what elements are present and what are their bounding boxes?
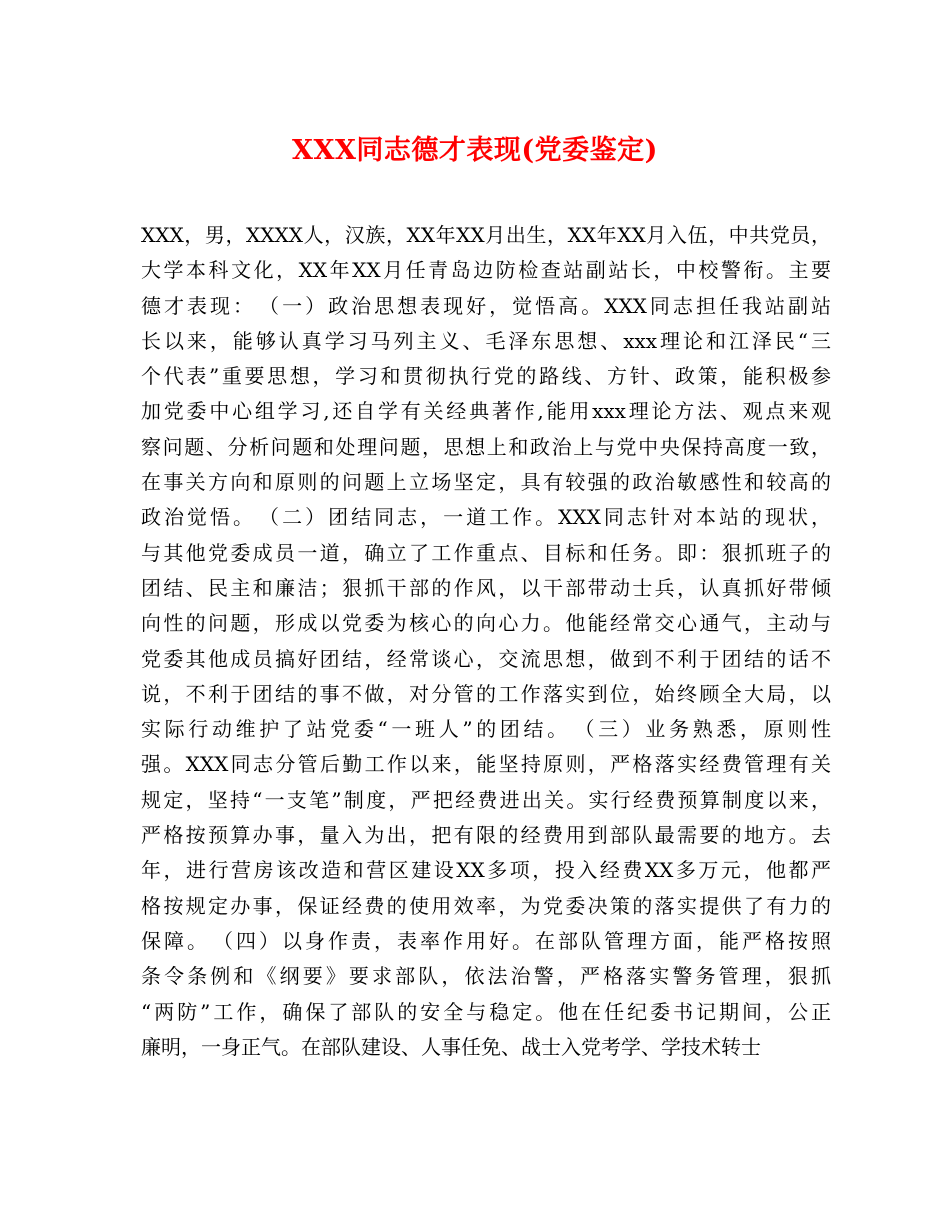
body-line: 个代表”重要思想，学习和贯彻执行党的路线、方针、政策，能积极参 bbox=[141, 364, 831, 389]
body-line: 强。XXX同志分管后勤工作以来，能坚持原则，严格落实经费管理有关 bbox=[141, 752, 831, 777]
body-line: “两防”工作，确保了部队的安全与稳定。他在任纪委书记期间，公正 bbox=[141, 999, 831, 1024]
body-line: 向性的问题，形成以党委为核心的向心力。他能经常交心通气，主动与 bbox=[141, 611, 831, 636]
body-line: 条令条例和《纲要》要求部队，依法治警，严格落实警务管理，狠抓 bbox=[141, 964, 831, 989]
body-line: 说，不利于团结的事不做，对分管的工作落实到位，始终顾全大局，以 bbox=[141, 681, 831, 706]
body-line: 大学本科文化，XX年XX月任青岛边防检查站副站长，中校警衔。主要 bbox=[141, 258, 831, 283]
body-line: 格按规定办事，保证经费的使用效率，为党委决策的落实提供了有力的 bbox=[141, 893, 831, 918]
body-line: 年，进行营房该改造和营区建设XX多项，投入经费XX多万元，他都严 bbox=[141, 858, 831, 883]
body-line: 廉明，一身正气。在部队建设、人事任免、战士入党考学、学技术转士 bbox=[141, 1034, 761, 1059]
body-line: 政治觉悟。 （二）团结同志，一道工作。XXX同志针对本站的现状， bbox=[141, 505, 831, 530]
body-line: 团结、民主和廉洁；狠抓干部的作风，以干部带动士兵，认真抓好带倾 bbox=[141, 575, 831, 600]
body-line: 德才表现： （一）政治思想表现好，觉悟高。XXX同志担任我站副站 bbox=[141, 293, 831, 318]
body-line: 严格按预算办事，量入为出，把有限的经费用到部队最需要的地方。去 bbox=[141, 823, 831, 848]
body-line: 察问题、分析问题和处理问题，思想上和政治上与党中央保持高度一致， bbox=[141, 434, 831, 459]
body-line: 实际行动维护了站党委“一班人”的团结。 （三）业务熟悉，原则性 bbox=[141, 717, 831, 742]
document-title: XXX同志德才表现(党委鉴定) bbox=[292, 135, 658, 166]
body-line: 党委其他成员搞好团结，经常谈心，交流思想，做到不利于团结的话不 bbox=[141, 646, 831, 671]
body-line: 长以来，能够认真学习马列主义、毛泽东思想、xxx理论和江泽民“三 bbox=[141, 328, 831, 353]
body-line: XXX，男，XXXX人，汉族，XX年XX月出生，XX年XX月入伍，中共党员， bbox=[141, 223, 831, 247]
body-line: 加党委中心组学习,还自学有关经典著作,能用xxx理论方法、观点来观 bbox=[141, 399, 831, 424]
body-line: 与其他党委成员一道，确立了工作重点、目标和任务。即：狠抓班子的 bbox=[141, 540, 831, 565]
document-body bbox=[141, 218, 831, 1065]
body-line: 规定，坚持“一支笔”制度，严把经费进出关。实行经费预算制度以来， bbox=[141, 787, 831, 812]
body-line: 在事关方向和原则的问题上立场坚定，具有较强的政治敏感性和较高的 bbox=[141, 470, 831, 495]
body-line: 保障。 （四）以身作责，表率作用好。在部队管理方面，能严格按照 bbox=[141, 928, 831, 953]
